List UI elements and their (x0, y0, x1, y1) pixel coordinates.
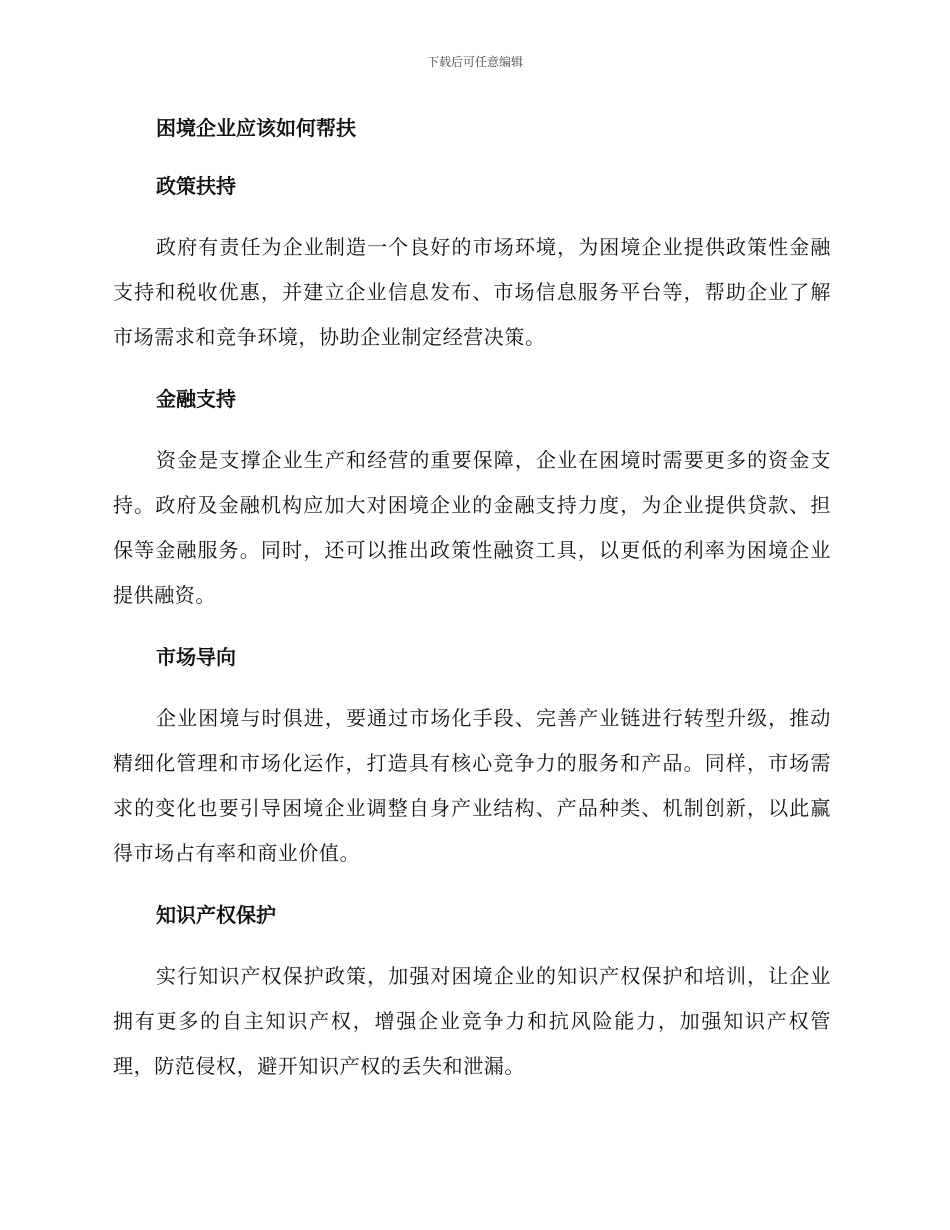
section-heading-market-orientation: 市场导向 (156, 645, 236, 669)
section-heading-policy-support: 政策扶持 (156, 174, 236, 198)
section-heading-financial-support: 金融支持 (156, 387, 236, 411)
section-paragraph-market-orientation: 企业困境与时俱进，要通过市场化手段、完善产业链进行转型升级，推动精细化管理和市场化运作，打造具有核心竞争力的服务和产品。同样，市场需求的变化也要引导困境企业调整自身产业结构、产品种类、机制创新，以此赢得市场占有率和商业价值。 (113, 706, 831, 865)
page-header-note: 下载后可任意编辑 (426, 55, 523, 69)
section-heading-ip-protection: 知识产权保护 (156, 903, 276, 927)
section-paragraph-policy-support: 政府有责任为企业制造一个良好的市场环境，为困境企业提供政策性金融支持和税收优惠，并建立企业信息发布、市场信息服务平台等，帮助企业了解市场需求和竞争环境，协助企业制定经营决策。 (113, 235, 831, 349)
document-title: 困境企业应该如何帮扶 (156, 116, 356, 140)
section-paragraph-financial-support: 资金是支撑企业生产和经营的重要保障，企业在困境时需要更多的资金支持。政府及金融机构应加大对困境企业的金融支持力度，为企业提供贷款、担保等金融服务。同时，还可以推出政策性融资工具，以更低的利率为困境企业提供融资。 (113, 448, 831, 607)
section-paragraph-ip-protection: 实行知识产权保护政策，加强对困境企业的知识产权保护和培训，让企业拥有更多的自主知识产权，增强企业竞争力和抗风险能力，加强知识产权管理，防范侵权，避开知识产权的丢失和泄漏。 (113, 964, 831, 1078)
document-body (113, 111, 831, 1089)
